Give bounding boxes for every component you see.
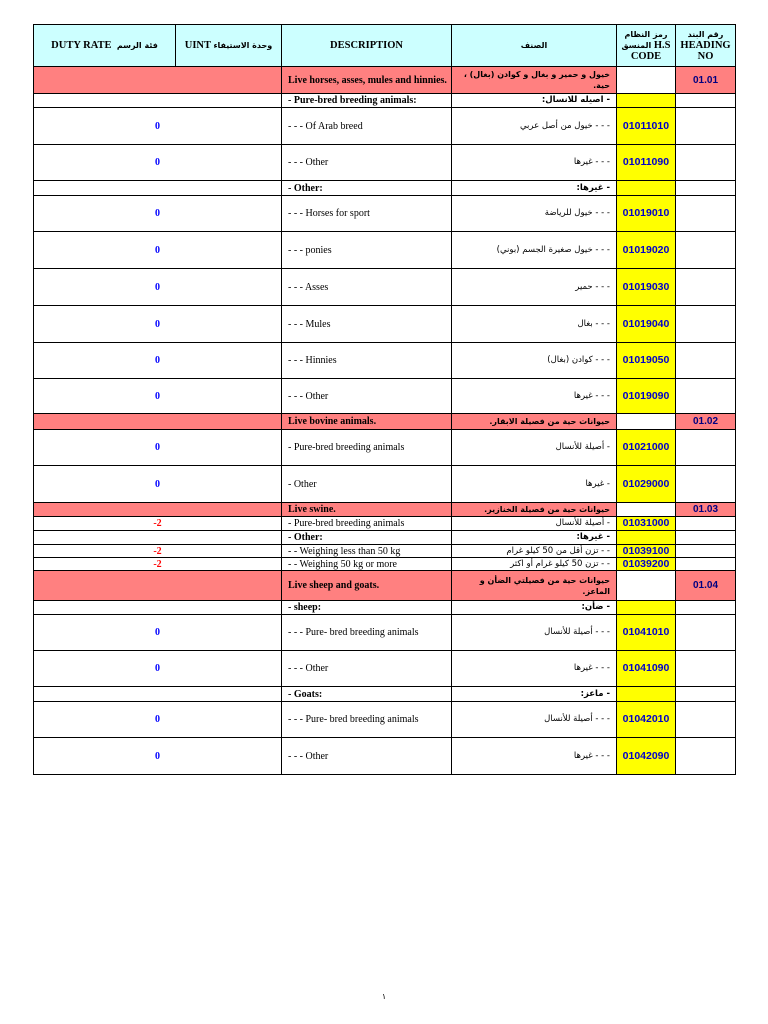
heading-no-cell <box>676 306 736 343</box>
arabic-description-cell: - ضأن: <box>452 601 617 615</box>
duty-rate-cell: 0 <box>34 738 282 775</box>
unit-header <box>176 25 282 67</box>
hs-code-cell <box>617 531 676 545</box>
duty-rate-cell: 0 <box>34 430 282 466</box>
hs-code-cell <box>617 601 676 615</box>
heading-no-cell: 01.04 <box>676 571 736 601</box>
hs-code-cell: 01042010 <box>617 702 676 738</box>
duty-rate-cell: 0 <box>34 232 282 269</box>
duty-rate-cell: 0 <box>34 615 282 651</box>
arabic-description-cell: - غيرها <box>452 466 617 503</box>
arabic-description-cell: - - تزن 50 كيلو غرام أو اكثر <box>452 558 617 571</box>
arabic-description-cell: - اصيله للانسال: <box>452 94 617 108</box>
duty-rate-cell: 0 <box>34 145 282 181</box>
heading-no-cell <box>676 181 736 196</box>
heading-no-cell <box>676 531 736 545</box>
hs-code-cell: 01019010 <box>617 196 676 232</box>
description-cell: - - - Other <box>282 651 452 687</box>
arabic-description-cell: - - - غيرها <box>452 651 617 687</box>
tariff-body <box>34 67 736 775</box>
duty-rate-cell: 0 <box>34 343 282 379</box>
arabic-description-cell: - أصيلة للأنسال <box>452 517 617 531</box>
duty-rate-cell <box>34 181 282 196</box>
tariff-item-row <box>34 306 736 343</box>
heading-no-cell <box>676 687 736 702</box>
description-cell: - Other <box>282 466 452 503</box>
heading-no-cell <box>676 702 736 738</box>
description-cell: - Pure-bred breeding animals: <box>282 94 452 108</box>
heading-no-cell <box>676 343 736 379</box>
duty-rate-cell <box>34 571 282 601</box>
hs-code-cell <box>617 503 676 517</box>
arabic-description-cell: - - - غيرها <box>452 738 617 775</box>
description-cell: - - - Hinnies <box>282 343 452 379</box>
hs-code-cell: 01019090 <box>617 379 676 414</box>
heading-no-cell <box>676 615 736 651</box>
arabic-description-cell: - غيرها: <box>452 531 617 545</box>
heading-no-cell <box>676 545 736 558</box>
tariff-item-row <box>34 145 736 181</box>
hs-code-cell: 01041010 <box>617 615 676 651</box>
description-cell: - - - ponies <box>282 232 452 269</box>
duty-rate-cell <box>34 67 282 94</box>
hs-code-cell <box>617 94 676 108</box>
duty-rate-header-ar: فئة الرسم <box>116 41 158 50</box>
duty-rate-cell <box>34 503 282 517</box>
tariff-item-row <box>34 558 736 571</box>
heading-no-cell <box>676 94 736 108</box>
arabic-description-cell: - أصيلة للأنسال <box>452 430 617 466</box>
arabic-description-cell: خيول و حمير و بغال و كوادن (بغال) ، حية. <box>452 67 617 94</box>
hs-code-cell: 01019020 <box>617 232 676 269</box>
duty-rate-cell: -2 <box>34 558 282 571</box>
hs-code-cell: 01042090 <box>617 738 676 775</box>
heading-no-cell <box>676 466 736 503</box>
hs-code-cell: 01011090 <box>617 145 676 181</box>
arabic-description-header-label: الصنف <box>520 41 548 50</box>
hs-code-cell: 01031000 <box>617 517 676 531</box>
duty-rate-cell: -2 <box>34 517 282 531</box>
duty-rate-cell <box>34 94 282 108</box>
arabic-description-cell: - - - خيول صغيرة الجسم (بوني) <box>452 232 617 269</box>
hs-code-header-en: H.S CODE <box>630 40 671 62</box>
heading-no-header <box>676 25 736 67</box>
description-cell: - - - Other <box>282 145 452 181</box>
heading-no-cell <box>676 269 736 306</box>
tariff-item-row <box>34 232 736 269</box>
tariff-item-row <box>34 269 736 306</box>
arabic-description-cell: - - - غيرها <box>452 379 617 414</box>
hs-code-header-ar: رمز النظام المنسق <box>621 30 668 50</box>
hs-code-cell <box>617 414 676 430</box>
description-cell: - sheep: <box>282 601 452 615</box>
hs-code-cell: 01039100 <box>617 545 676 558</box>
arabic-description-cell: - - - غيرها <box>452 145 617 181</box>
arabic-description-cell: - - - أصيلة للأنسال <box>452 615 617 651</box>
duty-rate-cell <box>34 601 282 615</box>
hs-code-header <box>617 25 676 67</box>
hs-code-cell: 01029000 <box>617 466 676 503</box>
heading-no-cell: 01.03 <box>676 503 736 517</box>
tariff-item-row <box>34 545 736 558</box>
description-cell: Live sheep and goats. <box>282 571 452 601</box>
heading-no-header-ar: رقم البند <box>687 30 724 39</box>
tariff-item-row <box>34 343 736 379</box>
description-cell: - Pure-bred breeding animals <box>282 517 452 531</box>
arabic-description-header <box>452 25 617 67</box>
tariff-subheading-row <box>34 687 736 702</box>
duty-rate-cell: 0 <box>34 702 282 738</box>
description-cell: Live swine. <box>282 503 452 517</box>
tariff-subheading-row <box>34 531 736 545</box>
tariff-heading-row <box>34 67 736 94</box>
description-cell: - - - Horses for sport <box>282 196 452 232</box>
duty-rate-cell: 0 <box>34 466 282 503</box>
heading-no-cell <box>676 651 736 687</box>
heading-no-cell <box>676 738 736 775</box>
hs-code-cell <box>617 687 676 702</box>
description-cell: Live bovine animals. <box>282 414 452 430</box>
hs-code-cell <box>617 571 676 601</box>
duty-rate-header <box>34 25 176 67</box>
tariff-heading-row <box>34 503 736 517</box>
tariff-item-row <box>34 466 736 503</box>
description-cell: - - - Pure- bred breeding animals <box>282 615 452 651</box>
heading-no-cell <box>676 379 736 414</box>
tariff-subheading-row <box>34 94 736 108</box>
hs-code-cell: 01019040 <box>617 306 676 343</box>
hs-code-cell <box>617 181 676 196</box>
description-cell: - - - Pure- bred breeding animals <box>282 702 452 738</box>
tariff-item-row <box>34 651 736 687</box>
duty-rate-cell <box>34 414 282 430</box>
description-cell: - - - Mules <box>282 306 452 343</box>
heading-no-cell <box>676 232 736 269</box>
arabic-description-cell: حيوانات حية من فصيلة الخنازير. <box>452 503 617 517</box>
arabic-description-cell: - ماعز: <box>452 687 617 702</box>
duty-rate-cell: 0 <box>34 651 282 687</box>
description-cell: - - - Other <box>282 379 452 414</box>
hs-code-cell: 01039200 <box>617 558 676 571</box>
hs-code-cell: 01011010 <box>617 108 676 145</box>
description-cell: - - Weighing 50 kg or more <box>282 558 452 571</box>
tariff-item-row <box>34 196 736 232</box>
tariff-table <box>33 24 736 775</box>
header-row <box>34 25 736 67</box>
duty-rate-cell: 0 <box>34 306 282 343</box>
duty-rate-cell: 0 <box>34 196 282 232</box>
heading-no-header-en: HEADING NO <box>680 40 731 62</box>
description-cell: - - Weighing less than 50 kg <box>282 545 452 558</box>
hs-code-cell: 01021000 <box>617 430 676 466</box>
arabic-description-cell: - - - حمير <box>452 269 617 306</box>
hs-code-cell: 01041090 <box>617 651 676 687</box>
hs-code-cell: 01019030 <box>617 269 676 306</box>
description-header: DESCRIPTION <box>282 25 452 67</box>
tariff-item-row <box>34 738 736 775</box>
arabic-description-cell: - غيرها: <box>452 181 617 196</box>
heading-no-cell <box>676 601 736 615</box>
arabic-description-cell: - - - خيول للرياضة <box>452 196 617 232</box>
description-cell: Live horses, asses, mules and hinnies. <box>282 67 452 94</box>
arabic-description-cell: حيوانات حية من فصيلة الابقار. <box>452 414 617 430</box>
tariff-item-row <box>34 615 736 651</box>
duty-rate-cell: 0 <box>34 108 282 145</box>
arabic-description-cell: - - - خيول من أصل عربي <box>452 108 617 145</box>
description-cell: - - - Other <box>282 738 452 775</box>
page-number: ١ <box>381 992 387 1001</box>
hs-code-cell <box>617 67 676 94</box>
arabic-description-cell: - - - أصيلة للأنسال <box>452 702 617 738</box>
tariff-item-row <box>34 379 736 414</box>
arabic-description-cell: - - - بغال <box>452 306 617 343</box>
tariff-item-row <box>34 517 736 531</box>
arabic-description-cell: - - - كوادن (بغال) <box>452 343 617 379</box>
hs-code-cell: 01019050 <box>617 343 676 379</box>
tariff-subheading-row <box>34 601 736 615</box>
heading-no-cell <box>676 558 736 571</box>
tariff-item-row <box>34 702 736 738</box>
tariff-item-row <box>34 430 736 466</box>
duty-rate-header-en: DUTY RATE <box>51 40 112 51</box>
heading-no-cell: 01.01 <box>676 67 736 94</box>
heading-no-cell <box>676 108 736 145</box>
duty-rate-cell <box>34 687 282 702</box>
duty-rate-cell: 0 <box>34 269 282 306</box>
duty-rate-cell: -2 <box>34 545 282 558</box>
duty-rate-cell <box>34 531 282 545</box>
heading-no-cell <box>676 196 736 232</box>
tariff-heading-row <box>34 414 736 430</box>
heading-no-cell <box>676 430 736 466</box>
tariff-subheading-row <box>34 181 736 196</box>
duty-rate-cell: 0 <box>34 379 282 414</box>
description-cell: - Other: <box>282 181 452 196</box>
arabic-description-cell: حيوانات حية من فصيلتي الضأن و الماعز. <box>452 571 617 601</box>
heading-no-cell <box>676 145 736 181</box>
tariff-item-row <box>34 108 736 145</box>
unit-header-en: UINT <box>184 40 211 51</box>
description-cell: - Other: <box>282 531 452 545</box>
description-cell: - Pure-bred breeding animals <box>282 430 452 466</box>
unit-header-ar: وحدة الاستيفاء <box>213 41 273 50</box>
description-cell: - - - Of Arab breed <box>282 108 452 145</box>
heading-no-cell <box>676 517 736 531</box>
description-cell: - - - Asses <box>282 269 452 306</box>
tariff-heading-row <box>34 571 736 601</box>
description-cell: - Goats: <box>282 687 452 702</box>
heading-no-cell: 01.02 <box>676 414 736 430</box>
arabic-description-cell: - - تزن أقل من 50 كيلو غرام <box>452 545 617 558</box>
